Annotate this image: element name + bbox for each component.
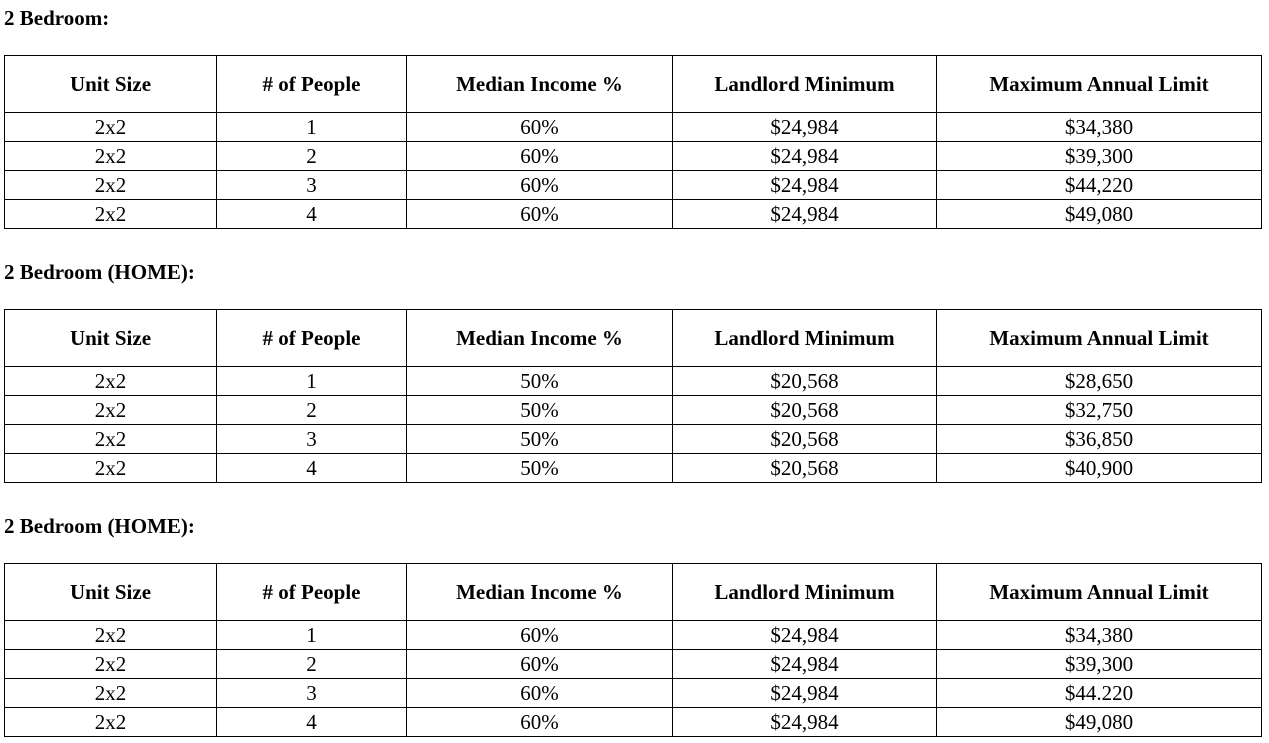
header-num-people: # of People (217, 564, 407, 621)
cell-median-income: 60% (407, 171, 673, 200)
cell-landlord-minimum: $20,568 (673, 454, 937, 483)
income-table-2-bedroom (4, 55, 1262, 229)
cell-landlord-minimum: $24,984 (673, 113, 937, 142)
header-unit-size: Unit Size (5, 56, 217, 113)
cell-unit-size: 2x2 (5, 142, 217, 171)
table-header-row (5, 310, 1262, 367)
cell-num-people: 1 (217, 621, 407, 650)
cell-num-people: 1 (217, 113, 407, 142)
header-num-people: # of People (217, 56, 407, 113)
cell-median-income: 50% (407, 425, 673, 454)
cell-median-income: 60% (407, 200, 673, 229)
cell-max-annual-limit: $40,900 (937, 454, 1262, 483)
header-max-annual-limit: Maximum Annual Limit (937, 56, 1262, 113)
cell-landlord-minimum: $20,568 (673, 396, 937, 425)
cell-num-people: 3 (217, 171, 407, 200)
table-row (5, 113, 1262, 142)
cell-max-annual-limit: $36,850 (937, 425, 1262, 454)
table-row (5, 679, 1262, 708)
cell-median-income: 60% (407, 650, 673, 679)
cell-num-people: 2 (217, 142, 407, 171)
cell-max-annual-limit: $39,300 (937, 142, 1262, 171)
table-row (5, 396, 1262, 425)
cell-landlord-minimum: $20,568 (673, 367, 937, 396)
header-landlord-minimum: Landlord Minimum (673, 564, 937, 621)
cell-num-people: 4 (217, 708, 407, 737)
cell-median-income: 50% (407, 454, 673, 483)
cell-num-people: 2 (217, 650, 407, 679)
cell-num-people: 3 (217, 425, 407, 454)
cell-num-people: 2 (217, 396, 407, 425)
cell-unit-size: 2x2 (5, 621, 217, 650)
cell-landlord-minimum: $24,984 (673, 679, 937, 708)
cell-median-income: 60% (407, 708, 673, 737)
cell-num-people: 4 (217, 200, 407, 229)
income-table-2-bedroom-home-60 (4, 563, 1262, 737)
cell-landlord-minimum: $20,568 (673, 425, 937, 454)
table-row (5, 621, 1262, 650)
cell-max-annual-limit: $28,650 (937, 367, 1262, 396)
cell-landlord-minimum: $24,984 (673, 708, 937, 737)
header-num-people: # of People (217, 310, 407, 367)
section-title-2-bedroom: 2 Bedroom: (4, 6, 110, 30)
header-median-income: Median Income % (407, 56, 673, 113)
table-row (5, 708, 1262, 737)
cell-unit-size: 2x2 (5, 679, 217, 708)
header-landlord-minimum: Landlord Minimum (673, 310, 937, 367)
cell-unit-size: 2x2 (5, 454, 217, 483)
header-median-income: Median Income % (407, 310, 673, 367)
cell-max-annual-limit: $44.220 (937, 679, 1262, 708)
header-unit-size: Unit Size (5, 564, 217, 621)
cell-num-people: 3 (217, 679, 407, 708)
cell-landlord-minimum: $24,984 (673, 650, 937, 679)
cell-landlord-minimum: $24,984 (673, 200, 937, 229)
cell-median-income: 50% (407, 367, 673, 396)
cell-num-people: 4 (217, 454, 407, 483)
section-title-2-bedroom-home-2: 2 Bedroom (HOME): (4, 514, 195, 538)
cell-max-annual-limit: $32,750 (937, 396, 1262, 425)
cell-median-income: 60% (407, 113, 673, 142)
income-table-2-bedroom-home-50 (4, 309, 1262, 483)
cell-unit-size: 2x2 (5, 396, 217, 425)
cell-landlord-minimum: $24,984 (673, 142, 937, 171)
table-header-row (5, 564, 1262, 621)
cell-max-annual-limit: $34,380 (937, 621, 1262, 650)
cell-unit-size: 2x2 (5, 367, 217, 396)
cell-median-income: 60% (407, 621, 673, 650)
cell-landlord-minimum: $24,984 (673, 621, 937, 650)
cell-unit-size: 2x2 (5, 200, 217, 229)
table-row (5, 454, 1262, 483)
table-row (5, 142, 1262, 171)
cell-landlord-minimum: $24,984 (673, 171, 937, 200)
cell-max-annual-limit: $44,220 (937, 171, 1262, 200)
cell-max-annual-limit: $49,080 (937, 200, 1262, 229)
table-row (5, 367, 1262, 396)
table-row (5, 200, 1262, 229)
cell-unit-size: 2x2 (5, 171, 217, 200)
cell-max-annual-limit: $34,380 (937, 113, 1262, 142)
cell-median-income: 60% (407, 679, 673, 708)
header-landlord-minimum: Landlord Minimum (673, 56, 937, 113)
section-title-2-bedroom-home: 2 Bedroom (HOME): (4, 260, 195, 284)
cell-max-annual-limit: $49,080 (937, 708, 1262, 737)
cell-max-annual-limit: $39,300 (937, 650, 1262, 679)
header-median-income: Median Income % (407, 564, 673, 621)
cell-unit-size: 2x2 (5, 708, 217, 737)
table-header-row (5, 56, 1262, 113)
header-max-annual-limit: Maximum Annual Limit (937, 310, 1262, 367)
cell-unit-size: 2x2 (5, 425, 217, 454)
table-row (5, 171, 1262, 200)
header-max-annual-limit: Maximum Annual Limit (937, 564, 1262, 621)
table-row (5, 425, 1262, 454)
cell-unit-size: 2x2 (5, 650, 217, 679)
cell-median-income: 50% (407, 396, 673, 425)
cell-unit-size: 2x2 (5, 113, 217, 142)
cell-num-people: 1 (217, 367, 407, 396)
table-row (5, 650, 1262, 679)
cell-median-income: 60% (407, 142, 673, 171)
header-unit-size: Unit Size (5, 310, 217, 367)
